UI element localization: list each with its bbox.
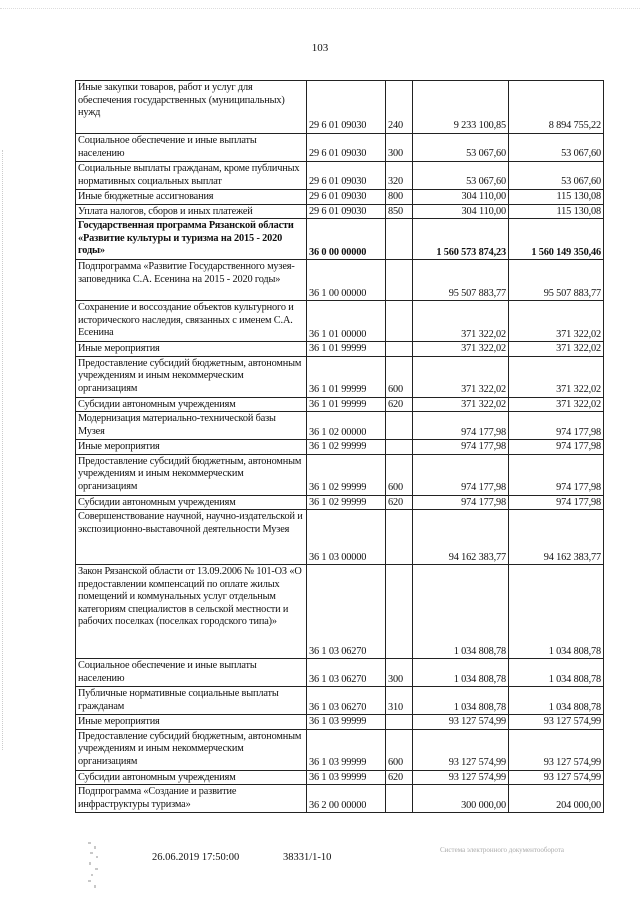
- row-value-2020: 115 130,08: [509, 190, 604, 205]
- row-expense-type: [386, 715, 413, 730]
- table-row: [76, 219, 604, 260]
- row-expense-type: 800: [386, 190, 413, 205]
- row-name: Предоставление субсидий бюджетным, автономным учреждениям и иным некоммерческим организациям: [76, 454, 307, 495]
- footer-date: 26.06.2019 17:50:00: [152, 852, 240, 863]
- row-name: Социальное обеспечение и иные выплаты населению: [76, 134, 307, 162]
- table-row: [76, 162, 604, 190]
- row-value-2020: 974 177,98: [509, 440, 604, 455]
- row-name: Совершенствование научной, научно-издательской и экспозиционно-выставочной деятельности Музея: [76, 510, 307, 565]
- row-code: 36 1 01 99999: [307, 356, 386, 397]
- row-value-2019: 1 034 808,78: [413, 659, 509, 687]
- row-code: 36 1 00 00000: [307, 260, 386, 301]
- row-code: 36 2 00 00000: [307, 785, 386, 813]
- table-row: [76, 397, 604, 412]
- table-row: [76, 204, 604, 219]
- row-expense-type: [386, 301, 413, 342]
- row-code: 29 6 01 09030: [307, 190, 386, 205]
- row-value-2019: 974 177,98: [413, 454, 509, 495]
- row-value-2020: 95 507 883,77: [509, 260, 604, 301]
- row-expense-type: 600: [386, 729, 413, 770]
- row-value-2019: 1 034 808,78: [413, 565, 509, 659]
- row-name: Иные мероприятия: [76, 440, 307, 455]
- row-value-2019: 9 233 100,85: [413, 81, 509, 134]
- row-code: 36 1 03 06270: [307, 687, 386, 715]
- row-value-2019: 974 177,98: [413, 412, 509, 440]
- table-row: [76, 301, 604, 342]
- row-code: 36 1 03 99999: [307, 729, 386, 770]
- row-value-2019: 371 322,02: [413, 356, 509, 397]
- row-code: 36 1 01 99999: [307, 397, 386, 412]
- electronic-stamp: Система электронного документооборота: [440, 846, 565, 854]
- row-expense-type: [386, 785, 413, 813]
- row-expense-type: 600: [386, 454, 413, 495]
- row-code: 36 1 02 99999: [307, 440, 386, 455]
- row-value-2019: 93 127 574,99: [413, 729, 509, 770]
- row-code: 36 0 00 00000: [307, 219, 386, 260]
- row-value-2020: 974 177,98: [509, 412, 604, 440]
- table-row: [76, 190, 604, 205]
- row-expense-type: [386, 260, 413, 301]
- row-expense-type: 310: [386, 687, 413, 715]
- table-body: [76, 81, 604, 813]
- table-row: [76, 715, 604, 730]
- row-code: 36 1 03 06270: [307, 659, 386, 687]
- row-value-2019: 371 322,02: [413, 397, 509, 412]
- row-expense-type: [386, 412, 413, 440]
- row-name: Субсидии автономным учреждениям: [76, 770, 307, 785]
- row-value-2019: 304 110,00: [413, 190, 509, 205]
- row-value-2019: 974 177,98: [413, 495, 509, 510]
- row-expense-type: 620: [386, 770, 413, 785]
- row-expense-type: [386, 565, 413, 659]
- row-value-2020: 371 322,02: [509, 397, 604, 412]
- scan-edge-top: [0, 2, 640, 9]
- row-value-2019: 93 127 574,99: [413, 715, 509, 730]
- table-row: [76, 342, 604, 357]
- row-name: Закон Рязанской области от 13.09.2006 № 101-ОЗ «О предоставлении компенсаций по оплате жилых помещений и коммунальных услуг отдельным категориям специалистов в сельской местности и рабочих поселках (поселках городского типа)»: [76, 565, 307, 659]
- row-expense-type: 300: [386, 659, 413, 687]
- row-value-2019: 300 000,00: [413, 785, 509, 813]
- row-name: Субсидии автономным учреждениям: [76, 397, 307, 412]
- row-value-2020: 53 067,60: [509, 162, 604, 190]
- row-value-2020: 371 322,02: [509, 301, 604, 342]
- row-value-2019: 93 127 574,99: [413, 770, 509, 785]
- row-name: Публичные нормативные социальные выплаты гражданам: [76, 687, 307, 715]
- row-value-2020: 974 177,98: [509, 454, 604, 495]
- row-value-2020: 1 034 808,78: [509, 687, 604, 715]
- row-code: 36 1 02 99999: [307, 454, 386, 495]
- row-value-2020: 371 322,02: [509, 342, 604, 357]
- table-row: [76, 81, 604, 134]
- row-code: 36 1 01 99999: [307, 342, 386, 357]
- row-value-2019: 53 067,60: [413, 162, 509, 190]
- row-value-2020: 1 034 808,78: [509, 659, 604, 687]
- row-value-2020: 53 067,60: [509, 134, 604, 162]
- table-row: [76, 785, 604, 813]
- row-value-2019: 371 322,02: [413, 342, 509, 357]
- row-expense-type: 600: [386, 356, 413, 397]
- row-code: 29 6 01 09030: [307, 204, 386, 219]
- table-row: [76, 729, 604, 770]
- table-row: [76, 510, 604, 565]
- row-value-2020: 204 000,00: [509, 785, 604, 813]
- row-name: Уплата налогов, сборов и иных платежей: [76, 204, 307, 219]
- row-expense-type: [386, 342, 413, 357]
- table-row: [76, 565, 604, 659]
- table-row: [76, 412, 604, 440]
- row-value-2020: 115 130,08: [509, 204, 604, 219]
- row-name: Иные закупки товаров, работ и услуг для обеспечения государственных (муниципальных) нужд: [76, 81, 307, 134]
- row-value-2019: 974 177,98: [413, 440, 509, 455]
- table-row: [76, 495, 604, 510]
- row-value-2020: 1 034 808,78: [509, 565, 604, 659]
- row-value-2020: 8 894 755,22: [509, 81, 604, 134]
- row-name: Субсидии автономным учреждениям: [76, 495, 307, 510]
- row-expense-type: 620: [386, 397, 413, 412]
- table-row: [76, 440, 604, 455]
- row-value-2020: 974 177,98: [509, 495, 604, 510]
- row-expense-type: [386, 219, 413, 260]
- row-value-2019: 95 507 883,77: [413, 260, 509, 301]
- table-row: [76, 454, 604, 495]
- scan-edge-left: [2, 150, 7, 750]
- row-code: 36 1 03 06270: [307, 565, 386, 659]
- row-name: Подпрограмма «Развитие Государственного музея-заповедника С.А. Есенина на 2015 - 2020 годы»: [76, 260, 307, 301]
- row-code: 36 1 03 99999: [307, 770, 386, 785]
- table-row: [76, 659, 604, 687]
- row-code: 36 1 03 99999: [307, 715, 386, 730]
- scan-mark-icon: [86, 840, 102, 892]
- row-name: Иные бюджетные ассигнования: [76, 190, 307, 205]
- row-code: 36 1 03 00000: [307, 510, 386, 565]
- table-row: [76, 134, 604, 162]
- row-code: 29 6 01 09030: [307, 81, 386, 134]
- row-expense-type: 240: [386, 81, 413, 134]
- row-name: Предоставление субсидий бюджетным, автономным учреждениям и иным некоммерческим организациям: [76, 356, 307, 397]
- row-code: 36 1 02 99999: [307, 495, 386, 510]
- row-expense-type: 320: [386, 162, 413, 190]
- table-row: [76, 260, 604, 301]
- row-value-2019: 1 034 808,78: [413, 687, 509, 715]
- row-code: 36 1 01 00000: [307, 301, 386, 342]
- row-expense-type: [386, 510, 413, 565]
- row-value-2019: 1 560 573 874,23: [413, 219, 509, 260]
- budget-table: [75, 80, 604, 813]
- row-code: 29 6 01 09030: [307, 162, 386, 190]
- row-name: Социальное обеспечение и иные выплаты населению: [76, 659, 307, 687]
- row-value-2019: 53 067,60: [413, 134, 509, 162]
- page-number: 103: [311, 42, 329, 54]
- row-name: Социальные выплаты гражданам, кроме публичных нормативных социальных выплат: [76, 162, 307, 190]
- row-value-2019: 94 162 383,77: [413, 510, 509, 565]
- row-expense-type: 850: [386, 204, 413, 219]
- row-name: Предоставление субсидий бюджетным, автономным учреждениям и иным некоммерческим организациям: [76, 729, 307, 770]
- row-value-2020: 93 127 574,99: [509, 715, 604, 730]
- row-expense-type: 300: [386, 134, 413, 162]
- table-row: [76, 770, 604, 785]
- footer-doc-number: 38331/1-10: [283, 852, 332, 863]
- row-value-2019: 304 110,00: [413, 204, 509, 219]
- row-name: Подпрограмма «Создание и развитие инфраструктуры туризма»: [76, 785, 307, 813]
- row-value-2020: 93 127 574,99: [509, 729, 604, 770]
- row-name: Иные мероприятия: [76, 342, 307, 357]
- row-code: 29 6 01 09030: [307, 134, 386, 162]
- row-value-2020: 94 162 383,77: [509, 510, 604, 565]
- row-value-2020: 371 322,02: [509, 356, 604, 397]
- row-name: Иные мероприятия: [76, 715, 307, 730]
- row-expense-type: 620: [386, 495, 413, 510]
- table-row: [76, 687, 604, 715]
- row-code: 36 1 02 00000: [307, 412, 386, 440]
- table-row: [76, 356, 604, 397]
- row-name: Сохранение и воссоздание объектов культурного и исторического наследия, связанных с именем С.А. Есенина: [76, 301, 307, 342]
- row-name: Модернизация материально-технической базы Музея: [76, 412, 307, 440]
- row-expense-type: [386, 440, 413, 455]
- row-name: Государственная программа Рязанской области «Развитие культуры и туризма на 2015 - 2020 годы»: [76, 219, 307, 260]
- row-value-2020: 1 560 149 350,46: [509, 219, 604, 260]
- row-value-2019: 371 322,02: [413, 301, 509, 342]
- row-value-2020: 93 127 574,99: [509, 770, 604, 785]
